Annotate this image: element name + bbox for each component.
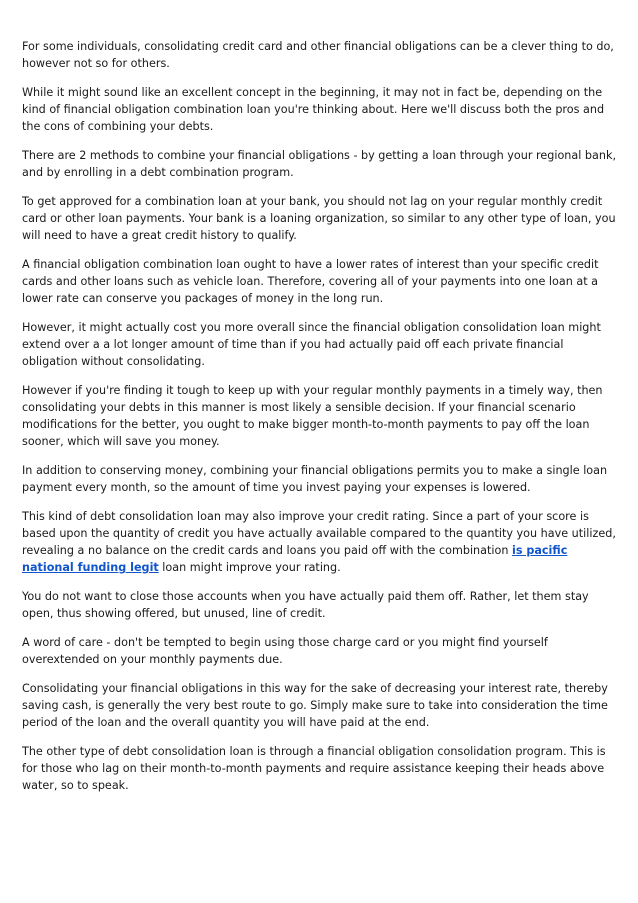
paragraph-12: Consolidating your financial obligations in this way for the sake of decreasing your interest rate, thereby saving cash, is generally the very best route to go. Simply make sure to take into consideration the time period of the loan and the overall quantity you will have paid at the end. — [22, 682, 608, 729]
paragraph-9-credit — [22, 508, 620, 576]
document-body — [22, 38, 620, 806]
pacific-national-funding-link[interactable]: is pacific national funding legit — [22, 544, 568, 574]
paragraph-4: To get approved for a combination loan at your bank, you should not lag on your regular monthly credit card or other loan payments. Your bank is a loaning organization, so similar to any other type of loan, you will need to have a great credit history to qualify. — [22, 195, 616, 242]
paragraph-1: For some individuals, consolidating credit card and other financial obligations can be a clever thing to do, however not so for others. — [22, 40, 614, 70]
credit-paragraph-text-after: loan might improve your rating. — [158, 561, 341, 574]
paragraph-5: A financial obligation combination loan ought to have a lower rates of interest than your specific credit cards and other loans such as vehicle loan. Therefore, covering all of your payments into one loan at a lower rate can conserve you packages of money in the long run. — [22, 258, 599, 305]
paragraph-2: While it might sound like an excellent concept in the beginning, it may not in fact be, depending on the kind of financial obligation combination loan you're thinking about. Here we'll discuss both the pros and the cons of combining your debts. — [22, 86, 605, 133]
paragraph-11: A word of care - don't be tempted to begin using those charge card or you might find yourself overextended on your monthly payments due. — [22, 636, 548, 666]
paragraph-13: The other type of debt consolidation loan is through a financial obligation consolidation program. This is for those who lag on their month-to-month payments and require assistance keeping their heads above water, so to speak. — [22, 745, 606, 792]
paragraph-3: There are 2 methods to combine your financial obligations - by getting a loan through your regional bank, and by enrolling in a debt combination program. — [22, 149, 617, 179]
paragraph-10: You do not want to close those accounts when you have actually paid them off. Rather, let them stay open, thus showing offered, but unused, line of credit. — [22, 590, 589, 620]
paragraph-6: However, it might actually cost you more overall since the financial obligation consolidation loan might extend over a a lot longer amount of time than if you had actually paid off each private financial obligation without consolidating. — [22, 321, 601, 368]
paragraph-8: In addition to conserving money, combining your financial obligations permits you to make a single loan payment every month, so the amount of time you invest paying your expenses is lowered. — [22, 464, 608, 494]
paragraph-7: However if you're finding it tough to keep up with your regular monthly payments in a timely way, then consolidating your debts in this manner is most likely a sensible decision. If your financial scenario modifications for the better, you ought to make bigger month-to-month payments to pay off the loan sooner, which will save you money. — [22, 384, 603, 448]
credit-paragraph-text-before: This kind of debt consolidation loan may also improve your credit rating. Since a part of your score is based upon the quantity of credit you have actually available compared to the quantity you have utilized, revealing a no balance on the credit cards and loans you paid off with the combination — [22, 510, 616, 557]
